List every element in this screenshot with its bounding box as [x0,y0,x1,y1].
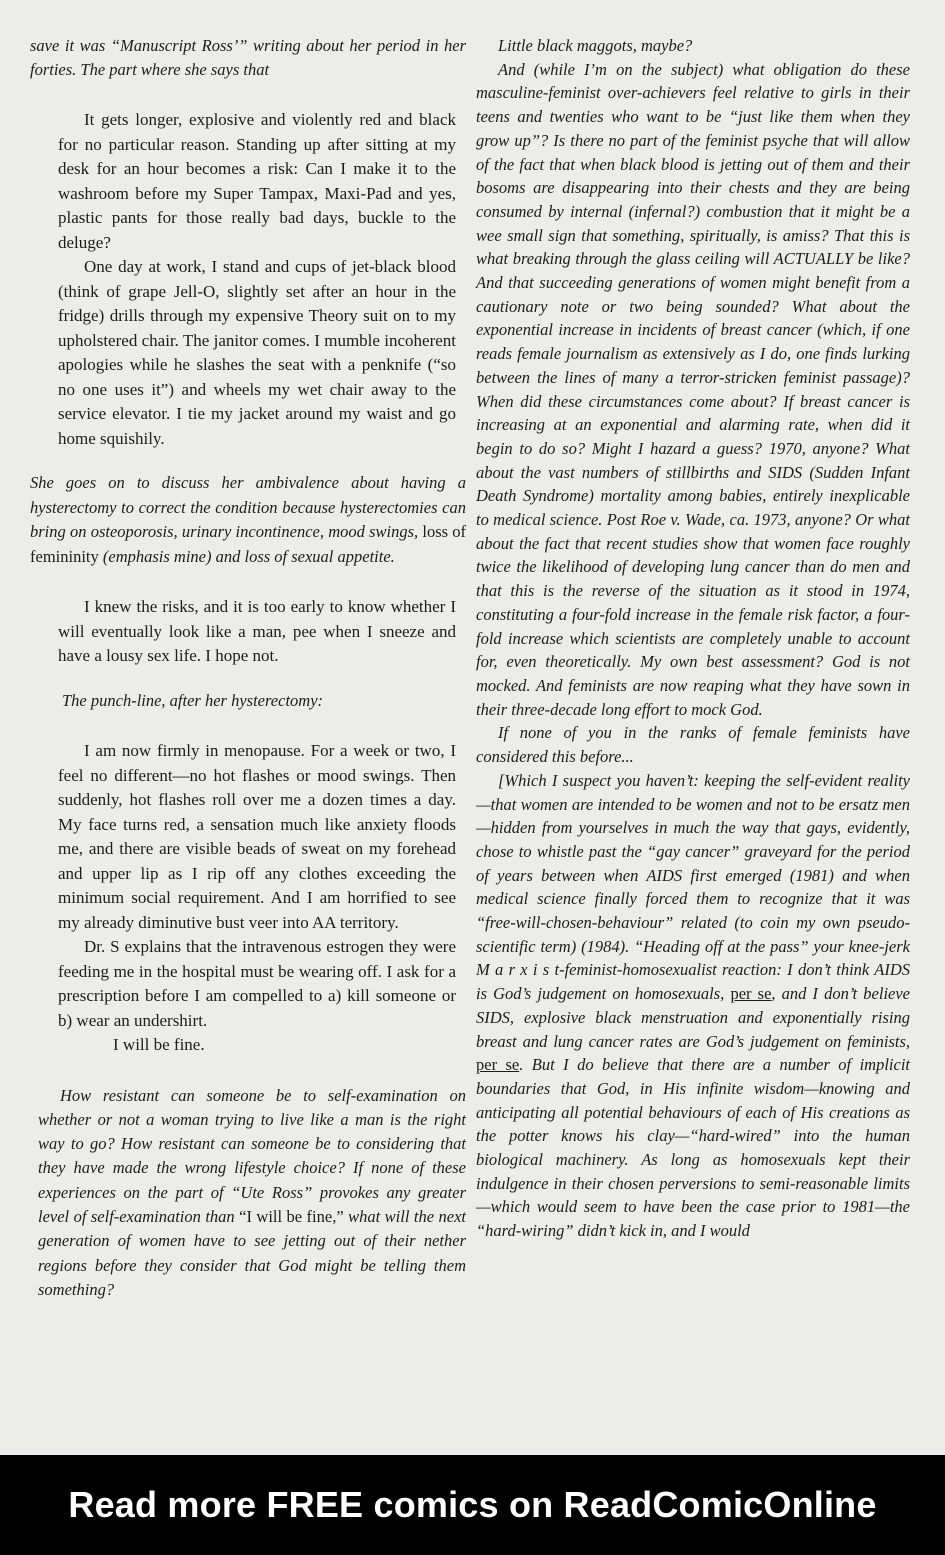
paragraph-text: , and I don’t believe SIDS, explosive black menstruation and exponentially rising breast and lung cancer rates are God’s judgement on feminists, [476,984,910,1051]
quote-block-period [58,108,456,451]
quote-paragraph: It gets longer, explosive and violently red and black for no particular reason. Standing up after sitting at my desk for an hour becomes a risk: Can I make it to the washroom before my Super Tampax, Maxi-Pad and yes, plastic pants for those really bad days, buckle to the deluge? [58,110,456,252]
quote-paragraph: I knew the risks, and it is too early to know whether I will eventually look like a man, pee when I sneeze and have a lousy sex life. I hope not. [58,597,456,665]
quote-closing-line: I will be fine. [113,1035,205,1054]
quote-paragraph: One day at work, I stand and cups of jet-black blood (think of grape Jell-O, slightly set after an hour in the fridge) drills through my expensive Theory suit on to my upholstered chair. The janitor comes. I mumble incoherent apologies while he slashes the seat with a penknife (“so no one uses it”) and wheels my wet chair away to the service elevator. I tie my jacket around my waist and go home squishily. [58,257,456,448]
left-column [30,34,466,1302]
quote-paragraph: Dr. S explains that the intravenous estrogen they were feeding me in the hospital must be wearing off. I ask for a prescription before I am compelled to a) kill someone or b) wear an undershirt. [58,937,456,1030]
right-paragraph: And (while I’m on the subject) what obligation do these masculine-feminist over-achievers feel relative to girls in their teens and twenties who want to be “just like them when they grow up”? Is there no part of the feminist psyche that will allow of the fact that when black blood is jetting out of them and their bosoms are disappearing into their chests and they are being consumed by internal (infernal?) combustion that it might be a wee small sign that something, spiritually, is amiss? That this is what breaking through the glass ceiling will ACTUALLY be like? And that succeeding generations of women might benefit from a cautionary note or two being sounded? What about the exponential increase in incidents of breast cancer (which, if one reads female journalism as extensively as I do, one finds lurking between the lines of many a terror-stricken feminist passage)? When did these circumstances come about? If breast cancer is increasing at an exponential and alarming rate, when did it begin to do so? Might I hazard a guess? 1970, anyone? What about the vast numbers of stillbirths and SIDS (Sudden Infant Death Syndrome) mortality among babies, entirely inexplicable to medical science. Post Roe v. Wade, ca. 1973, anyone? Or what about the fact that recent studies show that women face roughly twice the likelihood of developing lung cancer than do men and that this is the reverse of the situation as it stood in 1974, constituting a four-fold increase in the female risk factor, a four-fold increase which scientists are completely unable to account for, even theoretically. My own best assessment? God is not mocked. And feminists are now reaping what they have sown in their three-decade long effort to mock God. [476,59,910,719]
right-column [476,34,910,1243]
closing-paragraph [38,1084,466,1303]
quote-block-risks [58,595,456,669]
right-paragraph-bracketed [476,769,910,1243]
commentary-hysterectomy [30,471,466,569]
paragraph-text: [Which I suspect you haven’t: keeping the self-evident reality—that women are intended to be women and not to be ersatz men—hidden from yourselves in much the way that gays, evidently, chose to whistle past the “gay cancer” graveyard for the period of years between when AIDS first emerged (1981) and when medical science finally forced them to recognize that it was “free-will-chosen-behaviour” related (to coin my own pseudo-scientific term) (1984). “Heading off at the pass” your knee-jerk M a r x i s t-feminist-homosexualist reaction: I don’t think AIDS is God’s judgement on homosexuals, [476,770,910,1004]
commentary-text: (emphasis mine) and loss of sexual appetite. [102,546,395,566]
commentary-text: She goes on to discuss her ambivalence about having a hysterectomy to correct the condition because hysterectomies can bring on osteoporosis, urinary incontinence, mood swings, [30,473,466,541]
promo-footer-banner[interactable] [0,1455,945,1555]
closing-text: what will the next generation of women have to see jetting out of their nether regions before they consider that God might be telling them something? [38,1206,466,1299]
quote-paragraph: I am now firmly in menopause. For a week or two, I feel no different—no hot flashes or mood swings. Then suddenly, hot flashes roll over me a dozen times a day. My face turns red, a sensation much like anxiety floods me, and there are visible beads of sweat on my forehead and upper lip as I rip off any clothes exceeding the minimum social requirement. And I am horrified to see my already diminutive bust veer into AA territory. [58,741,456,932]
punchline-intro: The punch-line, after her hysterectomy: [62,690,324,710]
intro-paragraph: save it was “Manuscript Ross’” writing about her period in her forties. The part where she says that [30,36,466,79]
closing-quote-text: “I will be fine,” [239,1206,344,1226]
promo-footer-text[interactable]: Read more FREE comics on ReadComicOnline [68,1484,877,1525]
closing-text: How resistant can someone be to self-examination on whether or not a woman trying to live like a man is the right way to go? How resistant can someone be to considering that they have made the wrong lifestyle choice? If none of these experiences on the part of “Ute Ross” provokes any greater level of self-examination than [38,1085,466,1226]
underlined-text: per se [476,1055,520,1075]
quote-block-menopause [58,739,456,1058]
emphasis-text: loss of femininity [30,522,466,566]
paragraph-text: . But I do believe that there are a number of implicit boundaries that God, in His infinite wisdom—knowing and anticipating all potential behaviours of each of His creations as the potter knows his clay—“hard-wired” into the human biological machinery. As long as homosexuals kept their indulgence in their chosen perversions to semi-reasonable limits—which would seem to have been the case prior to 1981—the “hard-wiring” didn’t kick in, and I would [476,1055,910,1241]
underlined-text: per se [730,984,772,1004]
right-paragraph: If none of you in the ranks of female feminists have considered this before... [476,723,910,767]
right-paragraph: Little black maggots, maybe? [498,36,693,55]
